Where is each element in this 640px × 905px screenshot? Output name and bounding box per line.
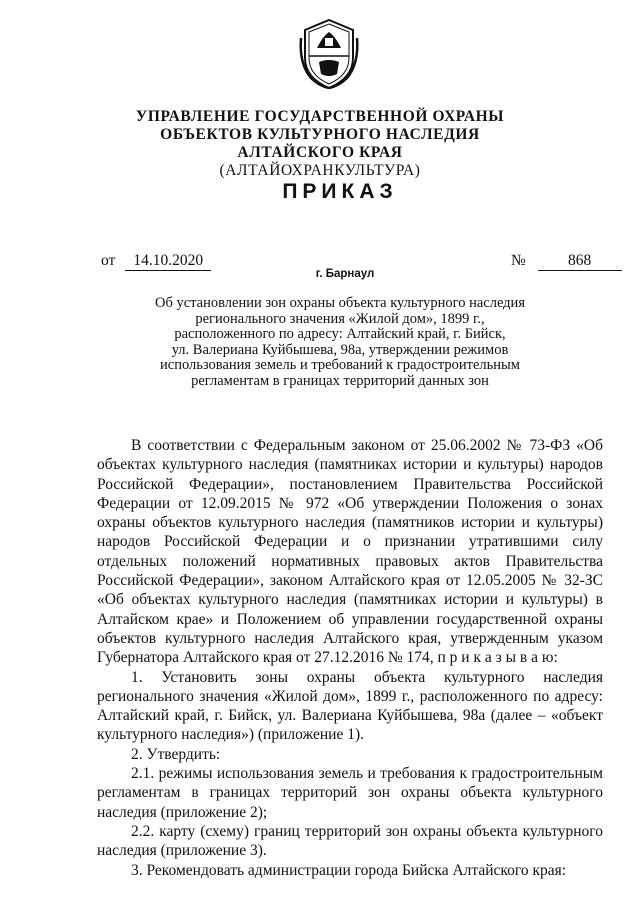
document-type-title: ПРИКАЗ (282, 180, 398, 203)
document-subject (100, 296, 580, 389)
coat-of-arms-emblem (297, 18, 361, 90)
subject-line: использования земель и требований к градостроительным (160, 357, 520, 373)
date-prefix: от (101, 252, 116, 269)
subject-line: регламентам в границах территорий данных зон (191, 372, 489, 389)
organization-short-name: (АЛТАЙОХРАНКУЛЬТУРА) (219, 162, 421, 179)
document-body (97, 436, 603, 880)
clause-3-paragraph: 3. Рекомендовать администрации города Бийска Алтайского края: (131, 861, 567, 879)
clause-2-paragraph: 2. Утвердить: (131, 745, 221, 763)
organization-name-line-3: АЛТАЙСКОГО КРАЯ (237, 144, 403, 161)
subject-line: Об установлении зон охраны объекта культурного наследия (155, 295, 525, 311)
organization-name-line-1: УПРАВЛЕНИЕ ГОСУДАРСТВЕННОЙ ОХРАНЫ (135, 108, 505, 125)
clause-2-2-paragraph: 2.2. карту (схему) границ территорий зон охраны объекта культурного наследия (приложение 3). (97, 822, 603, 860)
subject-line: регионального значения «Жилой дом», 1899 г., (195, 310, 485, 327)
clause-1-paragraph: 1. Установить зоны охраны объекта культурного наследия регионального значения «Жилой дом», 1899 г., расположенного по адресу: Алтайский край, г. Бийск, ул. Валериана Куйбышева, 98а (далее – «объект культурного наследия») (приложение 1). (97, 668, 603, 744)
preamble-paragraph: В соответствии с Федеральным законом от 25.06.2002 № 73-ФЗ «Об объектах культурного наследия (памятниках истории и культуры) народов Российской Федерации», постановлением Правительства Российской Федерации от 12.09.2015 № 972 «Об утверждении Положения о зонах охраны объектов культурного наследия (памятников истории и культуры) народов Российской Федерации и о признании утратившими силу отдельных положений нормативных правовых актов Правительства Российской Федерации», законом Алтайского края от 12.05.2005 № 32-ЗС «Об объектах культурного наследия (памятниках истории и культуры) в Алтайском крае» и Положением об управлении государственной охраны объектов культурного наследия Алтайского края, утвержденным указом Губернатора Алтайского края от 27.12.2016 № 174, п р и к а з ы в а ю: (97, 437, 603, 667)
subject-line: ул. Валериана Куйбышева, 98а, утверждении режимов (171, 341, 509, 358)
number-prefix: № (511, 252, 526, 269)
organization-name-line-2: ОБЪЕКТОВ КУЛЬТУРНОГО НАСЛЕДИЯ (160, 126, 480, 143)
issue-city: г. Барнаул (315, 268, 375, 280)
subject-line: расположенного по адресу: Алтайский край, г. Бийск, (174, 326, 506, 342)
document-number: 868 (538, 252, 622, 271)
document-date: 14.10.2020 (125, 252, 211, 271)
clause-2-1-paragraph: 2.1. режимы использования земель и требования к градостроительным регламентам в границах территорий зон охраны объекта культурного наследия (приложение 2); (97, 765, 603, 821)
